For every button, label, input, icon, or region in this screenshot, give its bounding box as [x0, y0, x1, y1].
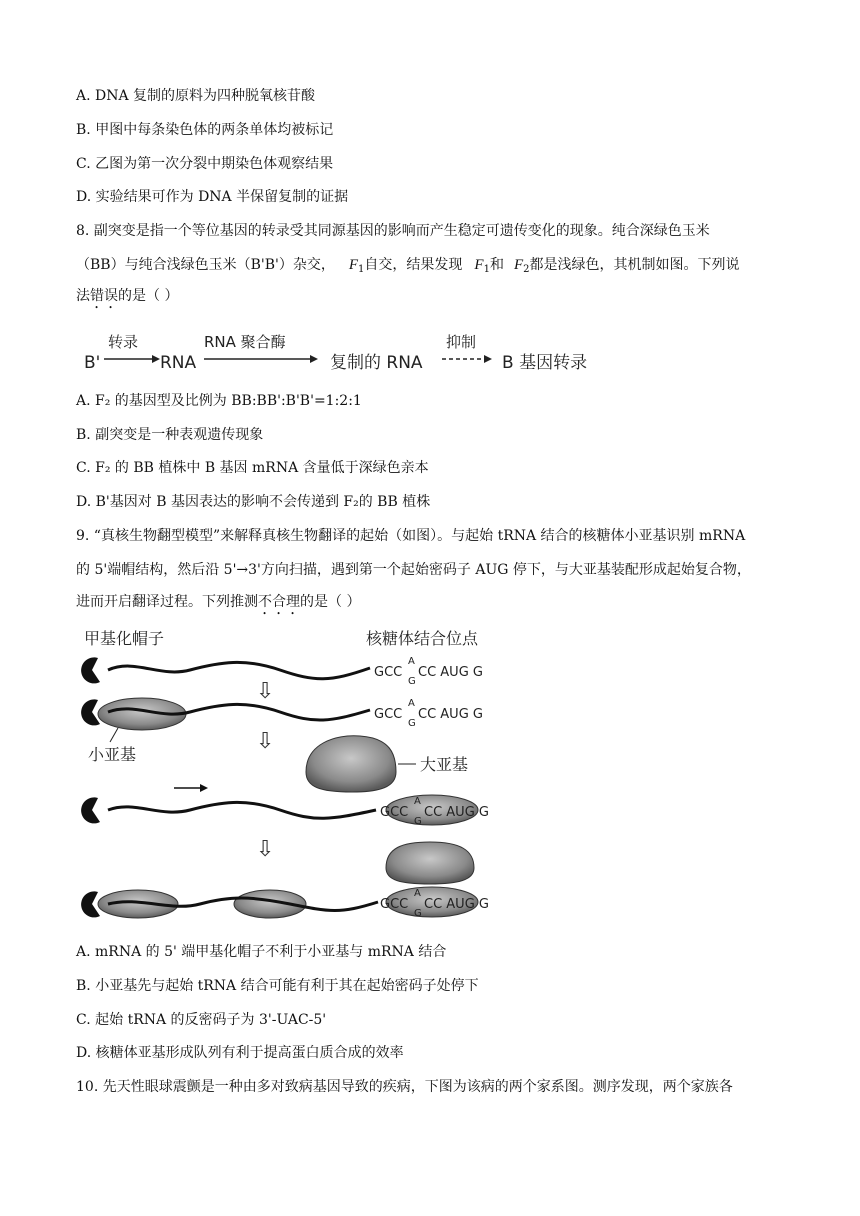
q9-emphasis-word: 不合理: [258, 594, 300, 610]
q8-stem-line1: 8. 副突变是指一个等位基因的转录受其同源基因的影响而产生稳定可遗传变化的现象。纯合深绿色玉米: [76, 223, 710, 239]
q9-scan-arrowhead: [200, 784, 208, 792]
q8-f1-symbol: F: [474, 257, 484, 273]
q9-leader-line: [110, 728, 118, 742]
q9-option-c: C. 起始 tRNA 的反密码子为 3'-UAC-5': [76, 1012, 327, 1028]
q9-seq-left: GCC: [374, 707, 403, 722]
q9-large-subunit: [386, 842, 474, 884]
q8-mechanism-diagram: [80, 328, 620, 378]
q8-diagram-b-prime: B': [84, 353, 101, 373]
q9-seq-left: GCC: [380, 805, 409, 820]
q8-option-d: D. B'基因对 B 基因表达的影响不会传递到 F₂的 BB 植株: [76, 494, 431, 510]
q8-arrowhead: [152, 355, 160, 363]
q8-stem-text: 自交，结果发现: [364, 257, 463, 273]
q9-methyl-cap-icon: [81, 891, 100, 917]
q9-seq-bottom: G: [414, 908, 422, 919]
q8-f1-subscript: 1: [483, 264, 490, 275]
q9-stem-line2: 的 5'端帽结构，然后沿 5'→3'方向扫描，遇到第一个起始密码子 AUG 停下，与大亚基装配形成起始复合物，: [76, 562, 751, 578]
q9-mrna-strand: [108, 802, 376, 818]
q9-cap-label: 甲基化帽子: [84, 629, 165, 648]
q8-diagram-transcription-label: 转录: [108, 333, 139, 351]
q8-stem-line3: [76, 286, 178, 312]
q8-arrowhead: [310, 355, 318, 363]
q9-seq-right: CC AUG G: [424, 897, 489, 912]
q9-binding-site-label: 核糖体结合位点: [366, 629, 479, 648]
q7-option-c: C. 乙图为第一次分裂中期染色体观察结果: [76, 156, 334, 172]
q9-methyl-cap-icon: [81, 797, 100, 823]
q8-stem-line2: [76, 255, 740, 280]
q9-down-arrow-icon: ⇩: [256, 837, 275, 862]
q9-seq-right: CC AUG G: [418, 665, 483, 680]
q9-seq-right: CC AUG G: [424, 805, 489, 820]
q9-seq-bottom: G: [408, 718, 416, 729]
q9-large-subunit: [306, 736, 396, 792]
q9-seq-top: A: [414, 888, 421, 899]
q8-f2-subscript: 2: [523, 264, 530, 275]
q9-down-arrow-icon: ⇩: [256, 729, 275, 754]
q8-diagram-replicated-rna: 复制的 RNA: [330, 353, 423, 373]
q9-seq-left: GCC: [380, 897, 409, 912]
q9-seq-top: A: [408, 656, 415, 667]
q8-stem-text: 和: [489, 257, 504, 273]
q8-stem-text: （BB）与纯合浅绿色玉米（B'B'）杂交，: [76, 257, 335, 273]
q8-diagram-inhibit-label: 抑制: [446, 333, 477, 351]
q8-option-c: C. F₂ 的 BB 植株中 B 基因 mRNA 含量低于深绿色亲本: [76, 460, 429, 476]
q8-stem-text: 都是浅绿色，其机制如图。下列说: [529, 257, 740, 273]
q9-sequence-row1: [374, 656, 483, 687]
q9-mrna-strand: [108, 662, 370, 678]
q8-diagram-polymerase-label: RNA 聚合酶: [204, 333, 286, 351]
q9-stem-line1: 9. “真核生物翻型模型”来解释真核生物翻译的起始（如图）。与起始 tRNA 结合的核糖体小亚基识别 mRNA: [76, 528, 746, 544]
q9-stem-line3: [76, 592, 360, 618]
q9-seq-bottom: G: [414, 816, 422, 827]
q9-seq-left: GCC: [374, 665, 403, 680]
q8-option-a: A. F₂ 的基因型及比例为 BB:BB':B'B'=1:2:1: [76, 393, 362, 409]
q9-seq-top: A: [408, 698, 415, 709]
q8-emphasis-word: 错误: [90, 288, 118, 304]
q8-stem-text: 法: [76, 288, 90, 304]
q9-methyl-cap-icon: [81, 657, 100, 683]
q9-seq-bottom: G: [408, 676, 416, 687]
q7-option-b: B. 甲图中每条染色体的两条单体均被标记: [76, 122, 334, 138]
q9-stem-text: 进而开启翻译过程。下列推测: [76, 594, 258, 610]
q9-large-subunit-label: 大亚基: [420, 755, 469, 774]
q9-stem-text: 的是（ ）: [300, 594, 361, 610]
q9-seq-right: CC AUG G: [418, 707, 483, 722]
q10-stem-line1: 10. 先天性眼球震颤是一种由多对致病基因导致的疾病，下图为该病的两个家系图。测序发现，两个家族各: [76, 1079, 733, 1095]
q9-seq-top: A: [414, 796, 421, 807]
q8-arrowhead: [484, 355, 492, 363]
q8-stem-text: 的是（ ）: [118, 288, 179, 304]
q8-f1-symbol: F: [348, 257, 359, 273]
q9-sequence-row2: [374, 698, 483, 729]
q9-translation-diagram: [80, 622, 510, 932]
q9-methyl-cap-icon: [81, 699, 100, 725]
q9-small-subunit-label: 小亚基: [88, 745, 137, 764]
q9-option-d: D. 核糖体亚基形成队列有利于提高蛋白质合成的效率: [76, 1045, 404, 1061]
q8-f2-symbol: F: [513, 257, 524, 273]
q7-option-a: A. DNA 复制的原料为四种脱氧核苷酸: [76, 88, 316, 104]
q9-option-a: A. mRNA 的 5' 端甲基化帽子不利于小亚基与 mRNA 结合: [76, 944, 447, 960]
q9-option-b: B. 小亚基先与起始 tRNA 结合可能有利于其在起始密码子处停下: [76, 978, 479, 994]
q8-diagram-b-gene-transcription: B 基因转录: [502, 353, 588, 373]
q7-option-d: D. 实验结果可作为 DNA 半保留复制的证据: [76, 189, 349, 205]
q8-option-b: B. 副突变是一种表观遗传现象: [76, 427, 264, 443]
q8-f1-subscript: 1: [358, 264, 365, 275]
q9-down-arrow-icon: ⇩: [256, 679, 275, 704]
q8-diagram-rna: RNA: [160, 353, 197, 373]
